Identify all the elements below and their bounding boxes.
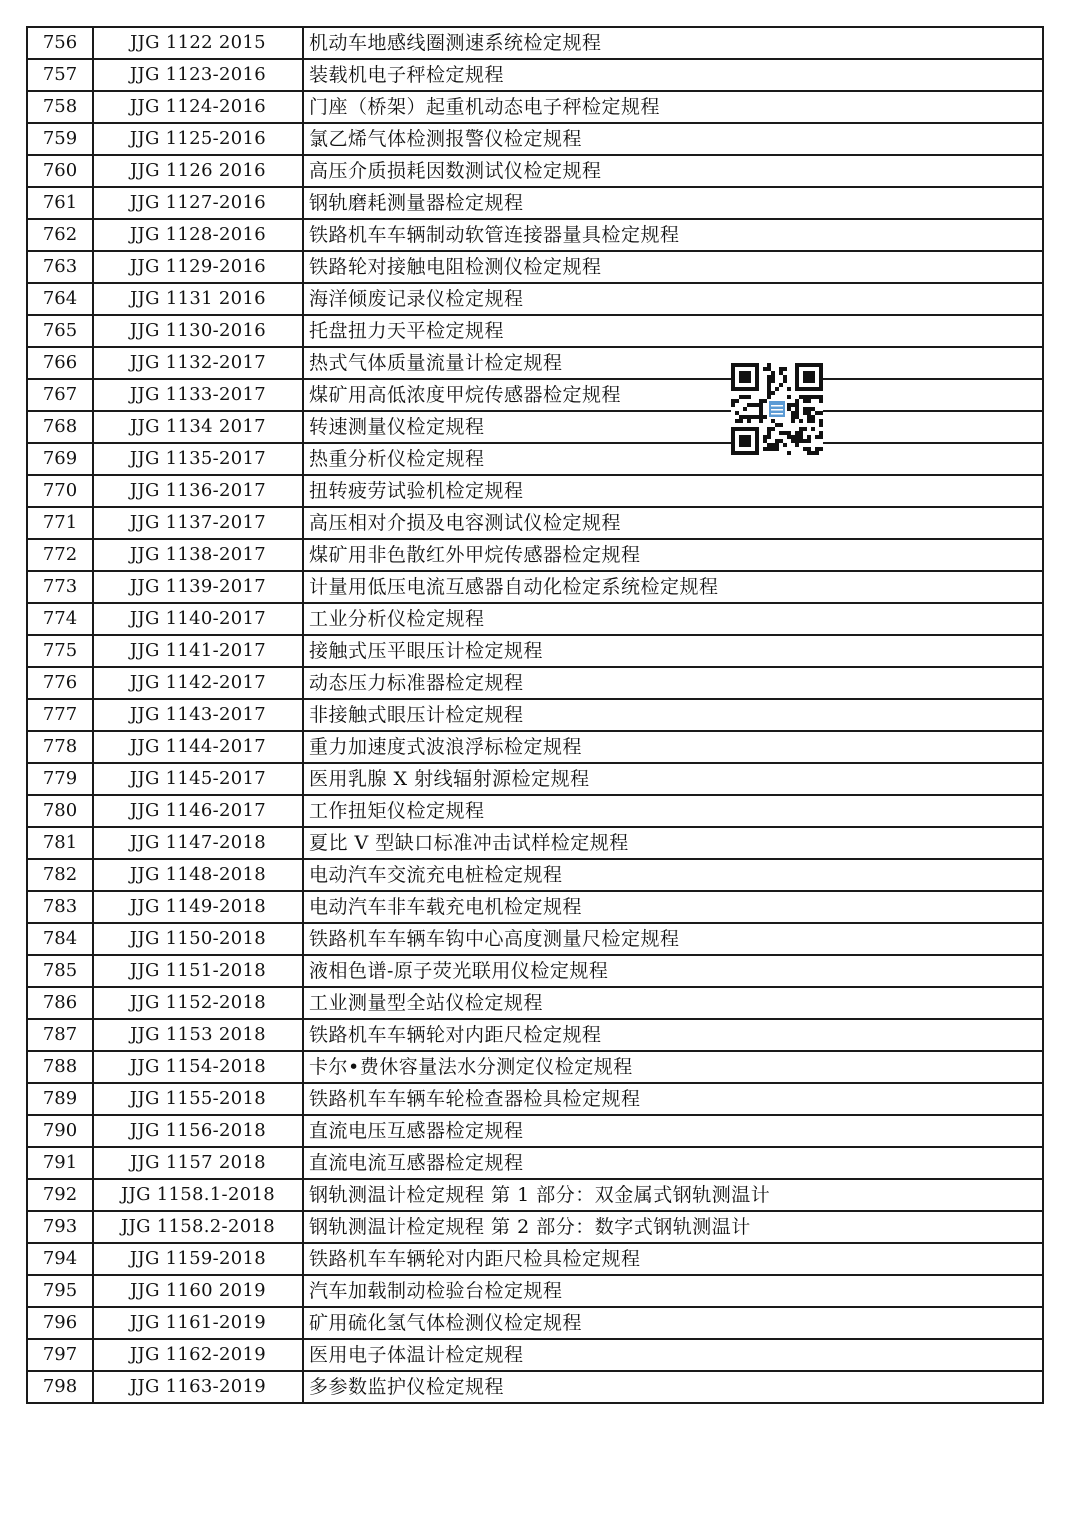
regulation-name: 高压介质损耗因数测试仪检定规程 <box>303 155 1043 187</box>
regulation-name: 计量用低压电流互感器自动化检定系统检定规程 <box>303 571 1043 603</box>
regulations-table <box>26 26 1044 1404</box>
regulation-name: 钢轨磨耗测量器检定规程 <box>303 187 1043 219</box>
table-row <box>27 411 1043 443</box>
row-number: 764 <box>27 283 93 315</box>
row-number: 795 <box>27 1275 93 1307</box>
regulation-name: 铁路机车车辆轮对内距尺检具检定规程 <box>303 1243 1043 1275</box>
regulation-name: 高压相对介损及电容测试仪检定规程 <box>303 507 1043 539</box>
table-row <box>27 1083 1043 1115</box>
standard-code: JJG 1154-2018 <box>93 1051 303 1083</box>
standard-code: JJG 1142-2017 <box>93 667 303 699</box>
standard-code: JJG 1161-2019 <box>93 1307 303 1339</box>
standard-code: JJG 1123-2016 <box>93 59 303 91</box>
standard-code: JJG 1156-2018 <box>93 1115 303 1147</box>
regulation-name: 矿用硫化氢气体检测仪检定规程 <box>303 1307 1043 1339</box>
standard-code: JJG 1144-2017 <box>93 731 303 763</box>
regulation-name: 氯乙烯气体检测报警仪检定规程 <box>303 123 1043 155</box>
row-number: 768 <box>27 411 93 443</box>
row-number: 797 <box>27 1339 93 1371</box>
regulation-name: 直流电压互感器检定规程 <box>303 1115 1043 1147</box>
standard-code: JJG 1146-2017 <box>93 795 303 827</box>
row-number: 780 <box>27 795 93 827</box>
row-number: 774 <box>27 603 93 635</box>
standard-code: JJG 1131 2016 <box>93 283 303 315</box>
regulation-name: 装载机电子秤检定规程 <box>303 59 1043 91</box>
row-number: 794 <box>27 1243 93 1275</box>
table-row <box>27 1339 1043 1371</box>
standard-code: JJG 1140-2017 <box>93 603 303 635</box>
regulation-name: 动态压力标准器检定规程 <box>303 667 1043 699</box>
table-row <box>27 731 1043 763</box>
standard-code: JJG 1149-2018 <box>93 891 303 923</box>
regulation-name: 铁路轮对接触电阻检测仪检定规程 <box>303 251 1043 283</box>
standard-code: JJG 1159-2018 <box>93 1243 303 1275</box>
table-row <box>27 1179 1043 1211</box>
row-number: 772 <box>27 539 93 571</box>
standard-code: JJG 1126 2016 <box>93 155 303 187</box>
regulation-name: 接触式压平眼压计检定规程 <box>303 635 1043 667</box>
standard-code: JJG 1133-2017 <box>93 379 303 411</box>
regulation-name: 铁路机车车辆车轮检查器检具检定规程 <box>303 1083 1043 1115</box>
table-row <box>27 443 1043 475</box>
standard-code: JJG 1124-2016 <box>93 91 303 123</box>
standard-code: JJG 1141-2017 <box>93 635 303 667</box>
row-number: 789 <box>27 1083 93 1115</box>
regulation-name: 非接触式眼压计检定规程 <box>303 699 1043 731</box>
regulation-name: 铁路机车车辆车钩中心高度测量尺检定规程 <box>303 923 1043 955</box>
standard-code: JJG 1128-2016 <box>93 219 303 251</box>
table-row <box>27 1115 1043 1147</box>
row-number: 776 <box>27 667 93 699</box>
row-number: 790 <box>27 1115 93 1147</box>
table-row <box>27 187 1043 219</box>
regulation-name: 夏比 V 型缺口标准冲击试样检定规程 <box>303 827 1043 859</box>
regulation-name: 扭转疲劳试验机检定规程 <box>303 475 1043 507</box>
table-row <box>27 347 1043 379</box>
regulations-table-body <box>27 27 1043 1403</box>
regulation-name: 热式气体质量流量计检定规程 <box>303 347 1043 379</box>
row-number: 791 <box>27 1147 93 1179</box>
row-number: 773 <box>27 571 93 603</box>
standard-code: JJG 1150-2018 <box>93 923 303 955</box>
table-row <box>27 635 1043 667</box>
row-number: 765 <box>27 315 93 347</box>
table-row <box>27 315 1043 347</box>
standard-code: JJG 1158.1-2018 <box>93 1179 303 1211</box>
table-row <box>27 891 1043 923</box>
standard-code: JJG 1135-2017 <box>93 443 303 475</box>
standard-code: JJG 1151-2018 <box>93 955 303 987</box>
regulation-name: 重力加速度式波浪浮标检定规程 <box>303 731 1043 763</box>
regulation-name: 机动车地感线圈测速系统检定规程 <box>303 27 1043 59</box>
regulation-name: 钢轨测温计检定规程 第 1 部分：双金属式钢轨测温计 <box>303 1179 1043 1211</box>
row-number: 786 <box>27 987 93 1019</box>
standard-code: JJG 1122 2015 <box>93 27 303 59</box>
row-number: 760 <box>27 155 93 187</box>
table-row <box>27 923 1043 955</box>
standard-code: JJG 1152-2018 <box>93 987 303 1019</box>
regulation-name: 汽车加载制动检验台检定规程 <box>303 1275 1043 1307</box>
regulation-name: 煤矿用非色散红外甲烷传感器检定规程 <box>303 539 1043 571</box>
table-row <box>27 283 1043 315</box>
standard-code: JJG 1136-2017 <box>93 475 303 507</box>
regulation-name: 工作扭矩仪检定规程 <box>303 795 1043 827</box>
regulation-name: 工业分析仪检定规程 <box>303 603 1043 635</box>
table-row <box>27 987 1043 1019</box>
row-number: 787 <box>27 1019 93 1051</box>
row-number: 771 <box>27 507 93 539</box>
row-number: 761 <box>27 187 93 219</box>
row-number: 778 <box>27 731 93 763</box>
regulation-name: 热重分析仪检定规程 <box>303 443 1043 475</box>
regulation-name: 医用电子体温计检定规程 <box>303 1339 1043 1371</box>
table-row <box>27 1211 1043 1243</box>
standard-code: JJG 1163-2019 <box>93 1371 303 1403</box>
row-number: 785 <box>27 955 93 987</box>
standard-code: JJG 1145-2017 <box>93 763 303 795</box>
regulation-name: 电动汽车交流充电桩检定规程 <box>303 859 1043 891</box>
row-number: 782 <box>27 859 93 891</box>
row-number: 767 <box>27 379 93 411</box>
table-row <box>27 379 1043 411</box>
table-row <box>27 219 1043 251</box>
row-number: 775 <box>27 635 93 667</box>
table-row <box>27 827 1043 859</box>
row-number: 783 <box>27 891 93 923</box>
table-row <box>27 123 1043 155</box>
standard-code: JJG 1153 2018 <box>93 1019 303 1051</box>
table-row <box>27 667 1043 699</box>
regulation-name: 直流电流互感器检定规程 <box>303 1147 1043 1179</box>
regulation-name: 煤矿用高低浓度甲烷传感器检定规程 <box>303 379 1043 411</box>
standard-code: JJG 1132-2017 <box>93 347 303 379</box>
row-number: 758 <box>27 91 93 123</box>
regulation-name: 电动汽车非车载充电机检定规程 <box>303 891 1043 923</box>
table-row <box>27 859 1043 891</box>
table-row <box>27 603 1043 635</box>
table-row <box>27 1147 1043 1179</box>
row-number: 769 <box>27 443 93 475</box>
row-number: 792 <box>27 1179 93 1211</box>
table-row <box>27 155 1043 187</box>
regulation-name: 液相色谱-原子荧光联用仪检定规程 <box>303 955 1043 987</box>
standard-code: JJG 1158.2-2018 <box>93 1211 303 1243</box>
table-row <box>27 955 1043 987</box>
row-number: 757 <box>27 59 93 91</box>
table-row <box>27 1371 1043 1403</box>
table-row <box>27 539 1043 571</box>
qr-code-icon <box>731 363 823 455</box>
standard-code: JJG 1143-2017 <box>93 699 303 731</box>
table-row <box>27 571 1043 603</box>
regulation-name: 铁路机车车辆轮对内距尺检定规程 <box>303 1019 1043 1051</box>
table-row <box>27 251 1043 283</box>
regulation-name: 卡尔•费休容量法水分测定仪检定规程 <box>303 1051 1043 1083</box>
table-row <box>27 59 1043 91</box>
table-row <box>27 763 1043 795</box>
table-row <box>27 795 1043 827</box>
row-number: 793 <box>27 1211 93 1243</box>
table-row <box>27 1019 1043 1051</box>
table-row <box>27 507 1043 539</box>
regulation-name: 多参数监护仪检定规程 <box>303 1371 1043 1403</box>
table-row <box>27 1243 1043 1275</box>
standard-code: JJG 1125-2016 <box>93 123 303 155</box>
standard-code: JJG 1130-2016 <box>93 315 303 347</box>
standard-code: JJG 1147-2018 <box>93 827 303 859</box>
row-number: 798 <box>27 1371 93 1403</box>
standard-code: JJG 1137-2017 <box>93 507 303 539</box>
standard-code: JJG 1139-2017 <box>93 571 303 603</box>
standard-code: JJG 1155-2018 <box>93 1083 303 1115</box>
row-number: 796 <box>27 1307 93 1339</box>
standard-code: JJG 1138-2017 <box>93 539 303 571</box>
regulation-name: 托盘扭力天平检定规程 <box>303 315 1043 347</box>
table-row <box>27 699 1043 731</box>
standard-code: JJG 1127-2016 <box>93 187 303 219</box>
row-number: 779 <box>27 763 93 795</box>
regulation-name: 钢轨测温计检定规程 第 2 部分：数字式钢轨测温计 <box>303 1211 1043 1243</box>
regulation-name: 海洋倾废记录仪检定规程 <box>303 283 1043 315</box>
row-number: 759 <box>27 123 93 155</box>
standard-code: JJG 1129-2016 <box>93 251 303 283</box>
regulation-name: 铁路机车车辆制动软管连接器量具检定规程 <box>303 219 1043 251</box>
row-number: 763 <box>27 251 93 283</box>
row-number: 762 <box>27 219 93 251</box>
standard-code: JJG 1157 2018 <box>93 1147 303 1179</box>
table-row <box>27 27 1043 59</box>
row-number: 770 <box>27 475 93 507</box>
row-number: 781 <box>27 827 93 859</box>
table-row <box>27 1275 1043 1307</box>
regulation-name: 医用乳腺 X 射线辐射源检定规程 <box>303 763 1043 795</box>
row-number: 784 <box>27 923 93 955</box>
table-row <box>27 1051 1043 1083</box>
standard-code: JJG 1148-2018 <box>93 859 303 891</box>
standard-code: JJG 1134 2017 <box>93 411 303 443</box>
row-number: 766 <box>27 347 93 379</box>
table-row <box>27 91 1043 123</box>
row-number: 756 <box>27 27 93 59</box>
row-number: 788 <box>27 1051 93 1083</box>
table-row <box>27 475 1043 507</box>
table-row <box>27 1307 1043 1339</box>
regulation-name: 门座（桥架）起重机动态电子秤检定规程 <box>303 91 1043 123</box>
standard-code: JJG 1162-2019 <box>93 1339 303 1371</box>
regulation-name: 转速测量仪检定规程 <box>303 411 1043 443</box>
row-number: 777 <box>27 699 93 731</box>
regulation-name: 工业测量型全站仪检定规程 <box>303 987 1043 1019</box>
standard-code: JJG 1160 2019 <box>93 1275 303 1307</box>
